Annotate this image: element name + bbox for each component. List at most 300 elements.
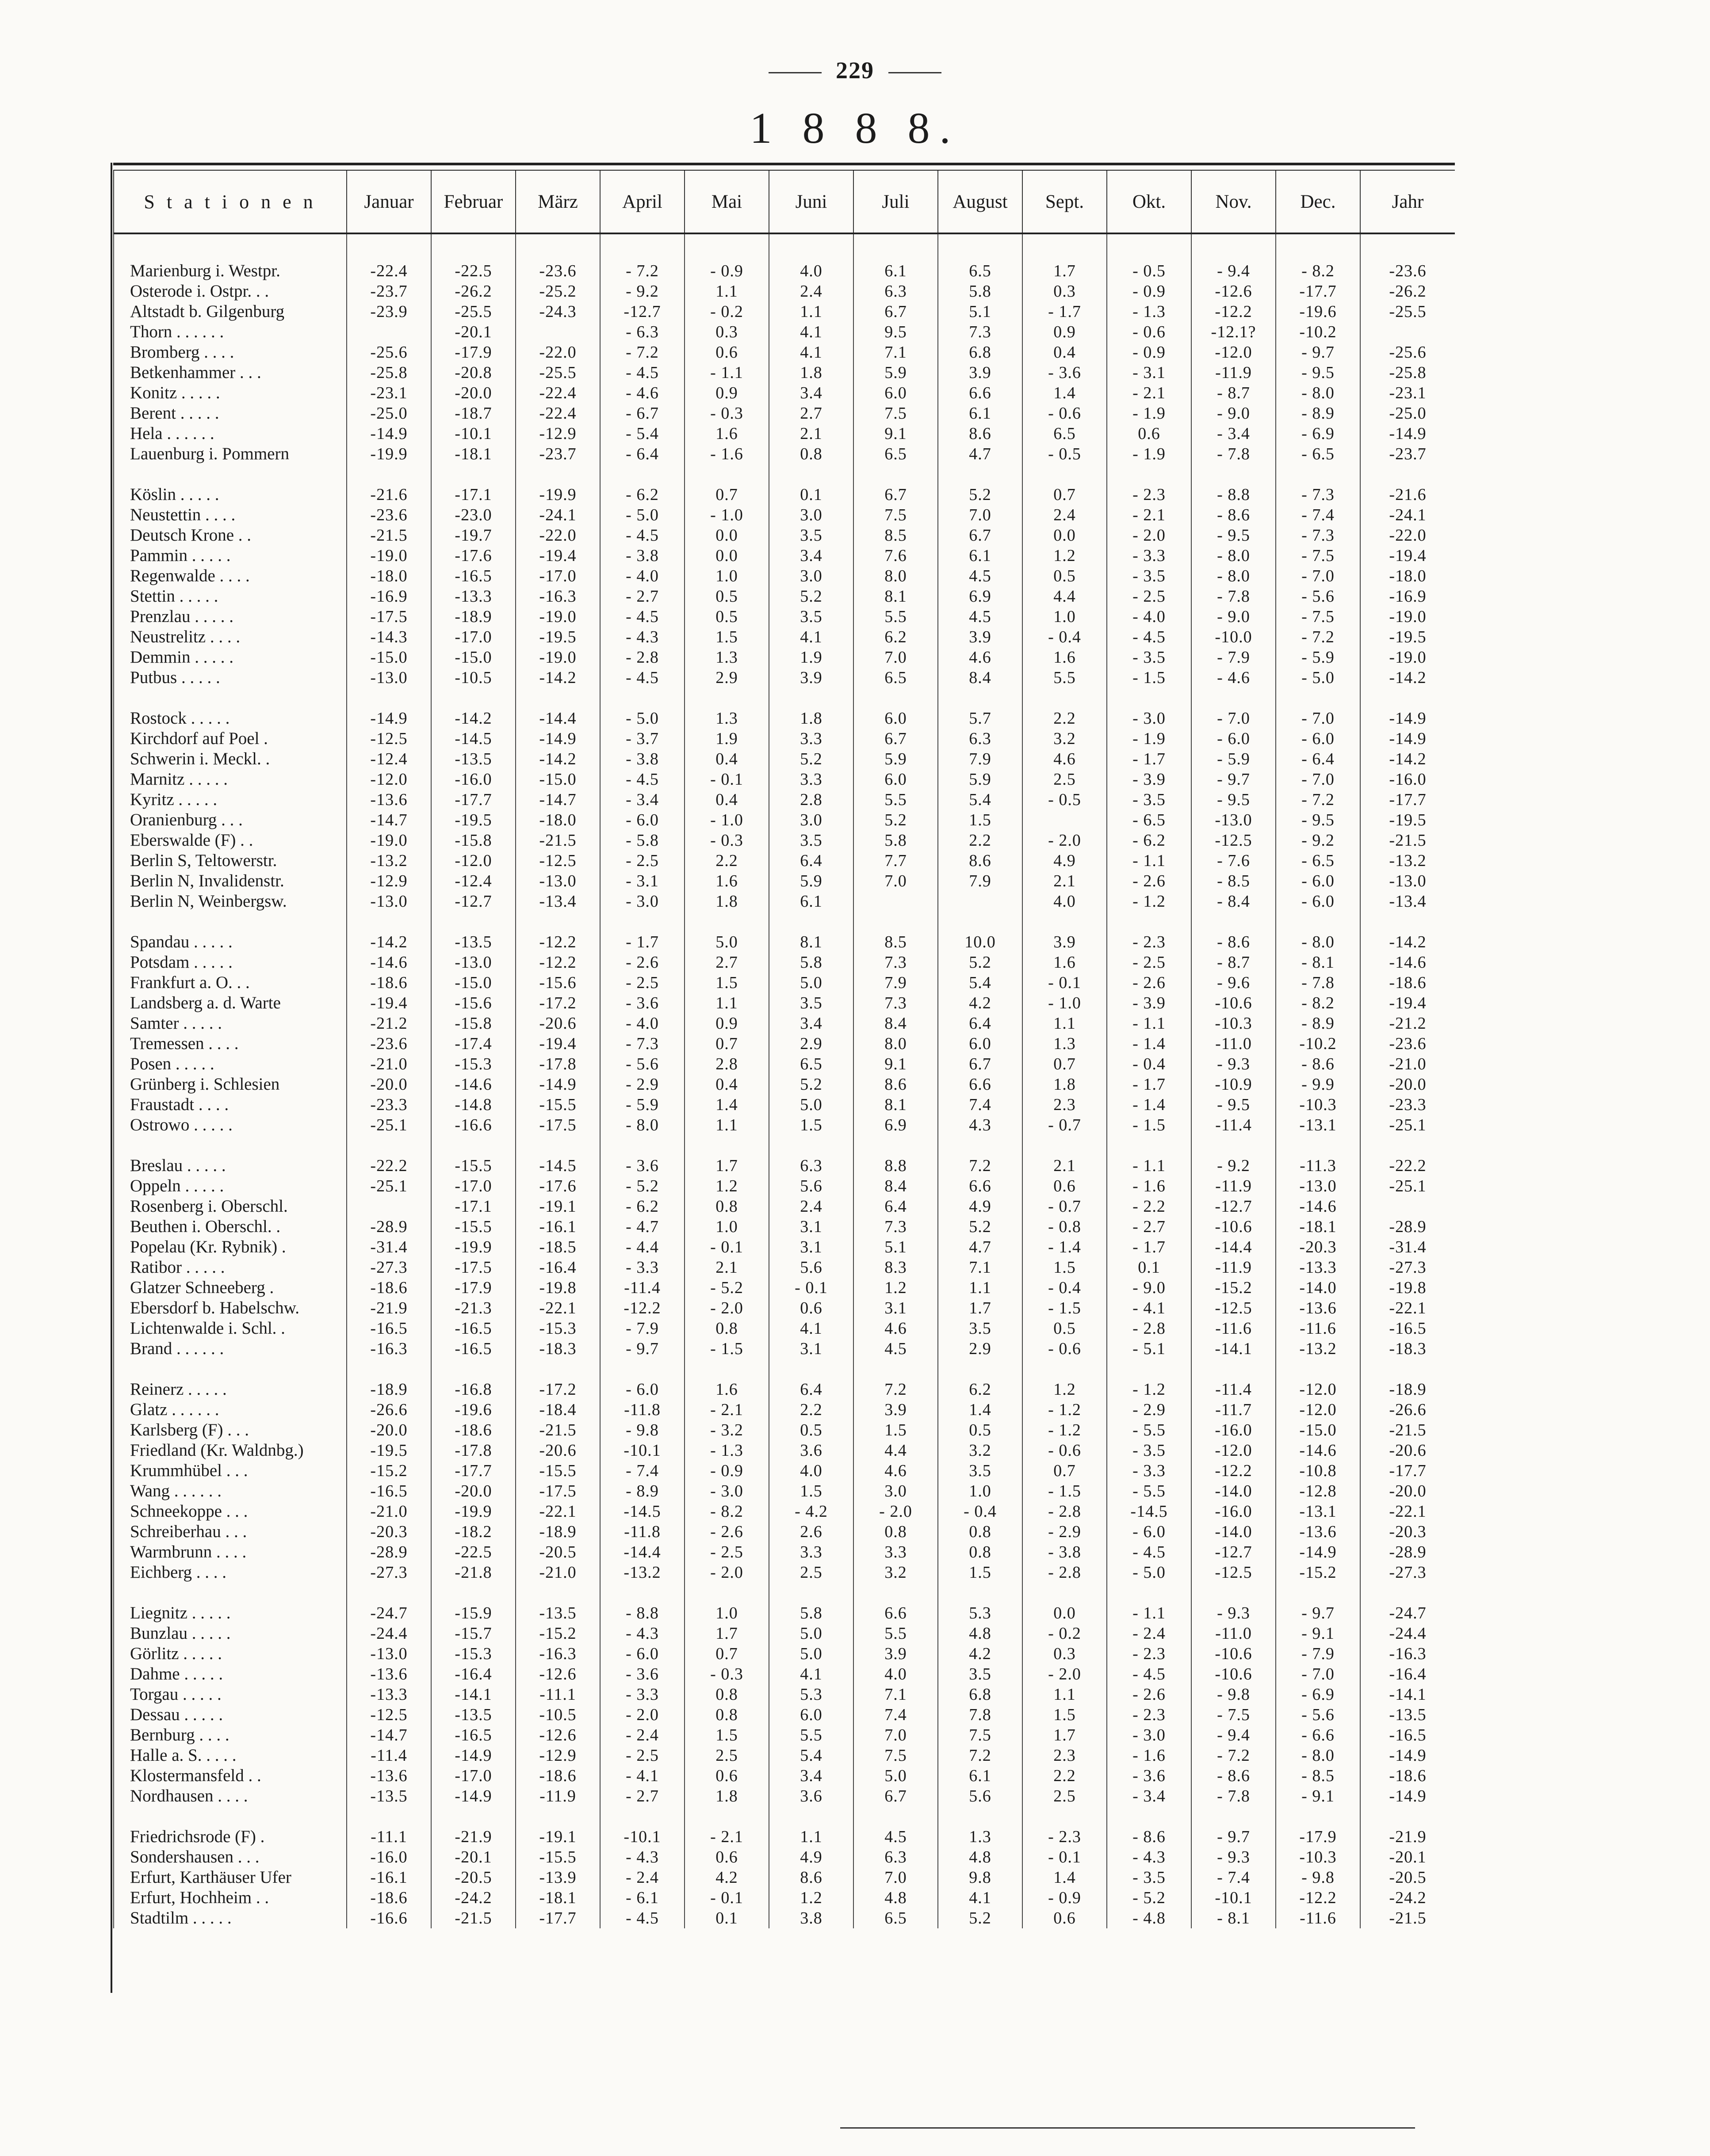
value-cell: 7.2 <box>938 1745 1022 1766</box>
value-cell: 1.0 <box>938 1481 1022 1501</box>
table-row <box>114 1237 1455 1257</box>
table-row <box>114 993 1455 1013</box>
value-cell: 2.4 <box>769 281 853 301</box>
value-cell: -14.3 <box>347 627 431 647</box>
value-cell: -19.6 <box>431 1400 516 1420</box>
value-cell: -24.2 <box>431 1888 516 1908</box>
value-cell: -12.6 <box>516 1725 600 1745</box>
station-name: Schwerin i. Meckl. . <box>114 749 347 769</box>
value-cell: 1.4 <box>938 1400 1022 1420</box>
value-cell: -14.6 <box>347 952 431 973</box>
value-cell: - 9.2 <box>600 281 685 301</box>
value-cell: 4.0 <box>769 261 853 281</box>
value-cell: 6.3 <box>938 729 1022 749</box>
value-cell: - 3.8 <box>1022 1542 1107 1562</box>
value-cell: -13.1 <box>1276 1115 1360 1135</box>
value-cell: - 3.3 <box>600 1257 685 1278</box>
value-cell: -23.7 <box>516 444 600 464</box>
value-cell <box>1022 810 1107 830</box>
value-cell: -21.0 <box>1360 1054 1455 1074</box>
value-cell: -21.0 <box>347 1054 431 1074</box>
value-cell: 6.0 <box>853 708 938 729</box>
value-cell: 2.2 <box>685 851 769 871</box>
spacer-cell <box>516 233 600 261</box>
value-cell: - 0.1 <box>1022 973 1107 993</box>
group-spacer <box>114 1806 1455 1827</box>
value-cell: - 6.2 <box>600 1196 685 1217</box>
value-cell: -19.6 <box>1276 301 1360 322</box>
value-cell: 3.5 <box>938 1461 1022 1481</box>
value-cell: 6.3 <box>769 1156 853 1176</box>
spacer-cell <box>685 1359 769 1379</box>
value-cell: - 3.6 <box>1107 1766 1191 1786</box>
value-cell: - 2.6 <box>685 1522 769 1542</box>
value-cell: -20.6 <box>516 1440 600 1461</box>
station-name: Landsberg a. d. Warte <box>114 993 347 1013</box>
value-cell: 5.0 <box>769 1623 853 1644</box>
value-cell: - 4.4 <box>600 1237 685 1257</box>
table-row <box>114 586 1455 607</box>
value-cell: 5.2 <box>938 1217 1022 1237</box>
station-name: Spandau . . . . . <box>114 932 347 952</box>
value-cell: -22.0 <box>516 525 600 546</box>
station-name: Demmin . . . . . <box>114 647 347 668</box>
value-cell: 5.4 <box>938 790 1022 810</box>
top-rule <box>113 163 1455 171</box>
value-cell: - 1.7 <box>600 932 685 952</box>
value-cell: 6.4 <box>769 851 853 871</box>
value-cell: -18.9 <box>347 1379 431 1400</box>
value-cell: 5.2 <box>769 1074 853 1095</box>
value-cell: -10.9 <box>1191 1074 1276 1095</box>
group-spacer <box>114 1135 1455 1156</box>
value-cell: 9.5 <box>853 322 938 342</box>
value-cell: 3.1 <box>769 1237 853 1257</box>
station-name: Pammin . . . . . <box>114 546 347 566</box>
value-cell: - 1.0 <box>685 505 769 525</box>
value-cell: 8.1 <box>769 932 853 952</box>
value-cell: -10.1 <box>1191 1888 1276 1908</box>
spacer-cell <box>431 464 516 485</box>
value-cell: 8.5 <box>853 932 938 952</box>
value-cell: 3.1 <box>769 1217 853 1237</box>
table-row <box>114 973 1455 993</box>
value-cell: 0.5 <box>1022 566 1107 586</box>
value-cell: -12.4 <box>347 749 431 769</box>
value-cell: - 5.5 <box>1107 1420 1191 1440</box>
spacer-cell <box>769 1135 853 1156</box>
value-cell: - 7.2 <box>1276 627 1360 647</box>
value-cell: 6.5 <box>769 1054 853 1074</box>
station-name: Samter . . . . . <box>114 1013 347 1034</box>
spacer-cell <box>853 233 938 261</box>
group-spacer <box>114 1359 1455 1379</box>
value-cell: -24.4 <box>347 1623 431 1644</box>
value-cell: 0.4 <box>685 1074 769 1095</box>
value-cell: - 6.5 <box>1107 810 1191 830</box>
value-cell: - 0.4 <box>1022 1278 1107 1298</box>
value-cell: - 1.5 <box>1107 1115 1191 1135</box>
value-cell: 2.5 <box>1022 769 1107 790</box>
value-cell: -15.6 <box>431 993 516 1013</box>
value-cell: -21.5 <box>431 1908 516 1928</box>
value-cell: 5.6 <box>769 1257 853 1278</box>
value-cell: 6.7 <box>853 485 938 505</box>
value-cell: -14.1 <box>431 1684 516 1705</box>
value-cell: - 2.6 <box>1107 973 1191 993</box>
value-cell: - 2.0 <box>853 1501 938 1522</box>
value-cell: 4.1 <box>769 1664 853 1684</box>
value-cell: 0.5 <box>938 1420 1022 1440</box>
value-cell: 2.9 <box>769 1034 853 1054</box>
value-cell: 0.7 <box>685 1644 769 1664</box>
value-cell: - 4.0 <box>600 1013 685 1034</box>
value-cell: - 8.6 <box>1107 1827 1191 1847</box>
value-cell: 3.3 <box>853 1542 938 1562</box>
spacer-cell <box>516 912 600 932</box>
value-cell: 1.3 <box>1022 1034 1107 1054</box>
station-name: Grünberg i. Schlesien <box>114 1074 347 1095</box>
value-cell: 0.1 <box>685 1908 769 1928</box>
spacer-cell <box>600 464 685 485</box>
value-cell: 4.5 <box>853 1827 938 1847</box>
table-row <box>114 1176 1455 1196</box>
value-cell: - 4.6 <box>600 383 685 403</box>
value-cell: -27.3 <box>347 1562 431 1583</box>
value-cell: 3.9 <box>769 668 853 688</box>
value-cell: 4.9 <box>938 1196 1022 1217</box>
value-cell: - 0.6 <box>1022 1339 1107 1359</box>
spacer-cell <box>516 1583 600 1603</box>
value-cell: -16.0 <box>1360 769 1455 790</box>
station-name: Oppeln . . . . . <box>114 1176 347 1196</box>
value-cell: 1.2 <box>769 1888 853 1908</box>
spacer-cell <box>685 1806 769 1827</box>
value-cell: - 9.0 <box>1107 1278 1191 1298</box>
spacer-cell <box>114 1359 347 1379</box>
value-cell: -28.9 <box>347 1542 431 1562</box>
table-row <box>114 1664 1455 1684</box>
value-cell: -17.0 <box>516 566 600 586</box>
table-row <box>114 708 1455 729</box>
value-cell: -19.0 <box>347 546 431 566</box>
table-row <box>114 1888 1455 1908</box>
value-cell: 5.0 <box>769 1644 853 1664</box>
value-cell: - 5.2 <box>685 1278 769 1298</box>
value-cell: 0.7 <box>685 1034 769 1054</box>
value-cell: 0.6 <box>685 1847 769 1867</box>
value-cell: -21.5 <box>1360 1908 1455 1928</box>
spacer-cell <box>853 1135 938 1156</box>
table-row <box>114 1074 1455 1095</box>
value-cell: -17.6 <box>431 546 516 566</box>
table-row <box>114 1054 1455 1074</box>
value-cell: 7.5 <box>853 403 938 424</box>
table-row <box>114 729 1455 749</box>
value-cell: -16.5 <box>347 1318 431 1339</box>
value-cell: -19.0 <box>516 647 600 668</box>
value-cell: -11.9 <box>1191 1257 1276 1278</box>
value-cell: 5.2 <box>938 1908 1022 1928</box>
value-cell: - 6.1 <box>600 1888 685 1908</box>
value-cell: - 1.7 <box>1107 1074 1191 1095</box>
value-cell: -13.5 <box>431 932 516 952</box>
value-cell: -21.9 <box>1360 1827 1455 1847</box>
value-cell: - 1.4 <box>1107 1034 1191 1054</box>
value-cell: 0.4 <box>685 749 769 769</box>
value-cell: 0.5 <box>685 586 769 607</box>
value-cell: -17.7 <box>1276 281 1360 301</box>
value-cell: 3.5 <box>769 830 853 851</box>
value-cell: - 7.6 <box>1191 851 1276 871</box>
header-row <box>114 171 1455 233</box>
value-cell: -13.4 <box>1360 891 1455 912</box>
value-cell: - 2.3 <box>1107 1705 1191 1725</box>
table-row <box>114 1318 1455 1339</box>
value-cell: -21.9 <box>347 1298 431 1318</box>
value-cell: 1.1 <box>938 1278 1022 1298</box>
value-cell: -28.9 <box>1360 1542 1455 1562</box>
spacer-cell <box>1022 1583 1107 1603</box>
station-name: Potsdam . . . . . <box>114 952 347 973</box>
value-cell: 1.8 <box>685 1786 769 1806</box>
value-cell: 6.5 <box>1022 424 1107 444</box>
spacer-cell <box>685 912 769 932</box>
value-cell: - 9.5 <box>1191 790 1276 810</box>
value-cell: -11.3 <box>1276 1156 1360 1176</box>
value-cell: - 3.0 <box>1107 708 1191 729</box>
value-cell: -20.0 <box>1360 1481 1455 1501</box>
value-cell: -28.9 <box>347 1217 431 1237</box>
value-cell: - 8.0 <box>1191 566 1276 586</box>
value-cell: - 3.3 <box>1107 546 1191 566</box>
station-name: Nordhausen . . . . <box>114 1786 347 1806</box>
value-cell: -24.1 <box>516 505 600 525</box>
value-cell: - 7.9 <box>1191 647 1276 668</box>
station-name: Halle a. S. . . . . <box>114 1745 347 1766</box>
value-cell: -13.0 <box>1276 1176 1360 1196</box>
value-cell: - 6.4 <box>1276 749 1360 769</box>
spacer-cell <box>431 688 516 708</box>
station-name: Breslau . . . . . <box>114 1156 347 1176</box>
value-cell: 2.3 <box>1022 1745 1107 1766</box>
value-cell: 5.7 <box>938 708 1022 729</box>
value-cell: 6.4 <box>938 1013 1022 1034</box>
spacer-cell <box>600 1583 685 1603</box>
value-cell: - 6.0 <box>1276 891 1360 912</box>
station-name: Beuthen i. Oberschl. . <box>114 1217 347 1237</box>
table-row <box>114 1481 1455 1501</box>
value-cell: -23.7 <box>347 281 431 301</box>
column-header-1: Januar <box>347 171 431 233</box>
value-cell: -16.1 <box>516 1217 600 1237</box>
value-cell: - 5.6 <box>1276 586 1360 607</box>
value-cell: -12.5 <box>347 1705 431 1725</box>
value-cell: 0.5 <box>685 607 769 627</box>
value-cell: 6.4 <box>853 1196 938 1217</box>
table-row <box>114 1013 1455 1034</box>
station-name: Erfurt, Karthäuser Ufer <box>114 1867 347 1888</box>
value-cell: - 1.7 <box>1107 749 1191 769</box>
station-name: Popelau (Kr. Rybnik) . <box>114 1237 347 1257</box>
value-cell: - 0.5 <box>1022 790 1107 810</box>
value-cell: - 7.0 <box>1276 566 1360 586</box>
value-cell: -31.4 <box>347 1237 431 1257</box>
value-cell: - 5.0 <box>1107 1562 1191 1583</box>
station-name: Marnitz . . . . . <box>114 769 347 790</box>
value-cell: - 3.3 <box>600 1684 685 1705</box>
group-spacer <box>114 464 1455 485</box>
value-cell: -18.0 <box>1360 566 1455 586</box>
value-cell: -13.5 <box>431 749 516 769</box>
value-cell: -19.1 <box>516 1827 600 1847</box>
value-cell: -21.2 <box>347 1013 431 1034</box>
value-cell <box>347 322 431 342</box>
value-cell: - 7.0 <box>1276 708 1360 729</box>
value-cell: 4.1 <box>769 342 853 363</box>
value-cell: - 3.6 <box>1022 363 1107 383</box>
value-cell: -11.8 <box>600 1400 685 1420</box>
table-row <box>114 281 1455 301</box>
value-cell: - 8.6 <box>1276 1054 1360 1074</box>
value-cell: - 5.1 <box>1107 1339 1191 1359</box>
value-cell: -16.0 <box>347 1847 431 1867</box>
value-cell: - 2.6 <box>1107 871 1191 891</box>
value-cell <box>1360 1196 1455 1217</box>
value-cell: -10.2 <box>1276 1034 1360 1054</box>
value-cell: - 0.5 <box>1022 444 1107 464</box>
value-cell: -20.0 <box>347 1074 431 1095</box>
value-cell: -25.8 <box>1360 363 1455 383</box>
value-cell: -22.2 <box>1360 1156 1455 1176</box>
value-cell: -20.5 <box>1360 1867 1455 1888</box>
value-cell: -23.3 <box>347 1095 431 1115</box>
table-row <box>114 383 1455 403</box>
station-name: Neustettin . . . . <box>114 505 347 525</box>
value-cell: - 6.7 <box>600 403 685 424</box>
spacer-cell <box>769 1359 853 1379</box>
value-cell: -12.4 <box>431 871 516 891</box>
spacer-cell <box>114 464 347 485</box>
value-cell <box>516 322 600 342</box>
value-cell: - 4.8 <box>1107 1908 1191 1928</box>
value-cell: 0.1 <box>1107 1257 1191 1278</box>
value-cell: -15.5 <box>516 1461 600 1481</box>
value-cell: - 4.1 <box>1107 1298 1191 1318</box>
value-cell: -17.5 <box>347 607 431 627</box>
value-cell: 2.8 <box>685 1054 769 1074</box>
value-cell: 0.8 <box>685 1684 769 1705</box>
value-cell <box>1360 322 1455 342</box>
value-cell: - 9.4 <box>1191 261 1276 281</box>
column-header-5: Mai <box>685 171 769 233</box>
value-cell: 7.4 <box>853 1705 938 1725</box>
value-cell: 4.1 <box>769 627 853 647</box>
value-cell: -21.6 <box>347 485 431 505</box>
value-cell: 2.2 <box>1022 708 1107 729</box>
spacer-cell <box>1360 688 1455 708</box>
value-cell: -11.6 <box>1191 1318 1276 1339</box>
value-cell: -14.5 <box>1107 1501 1191 1522</box>
value-cell: -13.3 <box>1276 1257 1360 1278</box>
value-cell: 0.8 <box>769 444 853 464</box>
value-cell: -14.7 <box>516 790 600 810</box>
value-cell: 1.5 <box>685 627 769 647</box>
value-cell: 6.6 <box>938 1074 1022 1095</box>
table-row <box>114 769 1455 790</box>
table-row <box>114 851 1455 871</box>
value-cell: -17.5 <box>516 1115 600 1135</box>
table-row <box>114 1684 1455 1705</box>
value-cell: 1.2 <box>1022 1379 1107 1400</box>
value-cell: -22.1 <box>1360 1298 1455 1318</box>
value-cell: 5.2 <box>769 749 853 769</box>
value-cell: - 2.8 <box>1022 1501 1107 1522</box>
table-row <box>114 1440 1455 1461</box>
value-cell: 3.2 <box>938 1440 1022 1461</box>
value-cell: 5.5 <box>853 1623 938 1644</box>
value-cell: -15.6 <box>516 973 600 993</box>
spacer-cell <box>347 1135 431 1156</box>
value-cell: 2.1 <box>769 424 853 444</box>
value-cell: - 1.5 <box>1107 668 1191 688</box>
value-cell: - 2.2 <box>1107 1196 1191 1217</box>
value-cell: 3.9 <box>853 1644 938 1664</box>
station-name: Rosenberg i. Oberschl. <box>114 1196 347 1217</box>
spacer-cell <box>853 912 938 932</box>
value-cell: -16.0 <box>431 769 516 790</box>
value-cell <box>853 891 938 912</box>
value-cell: -13.3 <box>431 586 516 607</box>
station-name: Putbus . . . . . <box>114 668 347 688</box>
group-spacer <box>114 1583 1455 1603</box>
value-cell: - 7.0 <box>1191 708 1276 729</box>
spacer-cell <box>938 688 1022 708</box>
value-cell: -19.0 <box>1360 607 1455 627</box>
value-cell: 9.8 <box>938 1867 1022 1888</box>
value-cell: 6.8 <box>938 1684 1022 1705</box>
value-cell: - 2.9 <box>600 1074 685 1095</box>
table-row <box>114 1603 1455 1623</box>
table-row <box>114 424 1455 444</box>
value-cell: 8.1 <box>853 1095 938 1115</box>
value-cell: 3.4 <box>769 546 853 566</box>
value-cell: - 2.0 <box>685 1562 769 1583</box>
value-cell: - 0.9 <box>1022 1888 1107 1908</box>
value-cell: 2.3 <box>1022 1095 1107 1115</box>
value-cell: -18.3 <box>1360 1339 1455 1359</box>
value-cell: - 8.0 <box>1191 546 1276 566</box>
value-cell: -15.2 <box>1276 1562 1360 1583</box>
value-cell: 4.0 <box>769 1461 853 1481</box>
value-cell: - 9.7 <box>1276 342 1360 363</box>
value-cell: - 1.2 <box>1107 1379 1191 1400</box>
value-cell: - 2.3 <box>1107 1644 1191 1664</box>
value-cell: 0.3 <box>685 322 769 342</box>
spacer-cell <box>516 464 600 485</box>
value-cell: - 8.4 <box>1191 891 1276 912</box>
spacer-cell <box>431 233 516 261</box>
station-name: Neustrelitz . . . . <box>114 627 347 647</box>
value-cell: 2.5 <box>685 1745 769 1766</box>
value-cell: - 0.1 <box>685 1237 769 1257</box>
value-cell: - 0.9 <box>685 1461 769 1481</box>
value-cell: - 4.5 <box>1107 1664 1191 1684</box>
value-cell: 1.2 <box>1022 546 1107 566</box>
value-cell: - 3.2 <box>685 1420 769 1440</box>
value-cell: -10.6 <box>1191 1664 1276 1684</box>
value-cell: - 3.5 <box>1107 566 1191 586</box>
